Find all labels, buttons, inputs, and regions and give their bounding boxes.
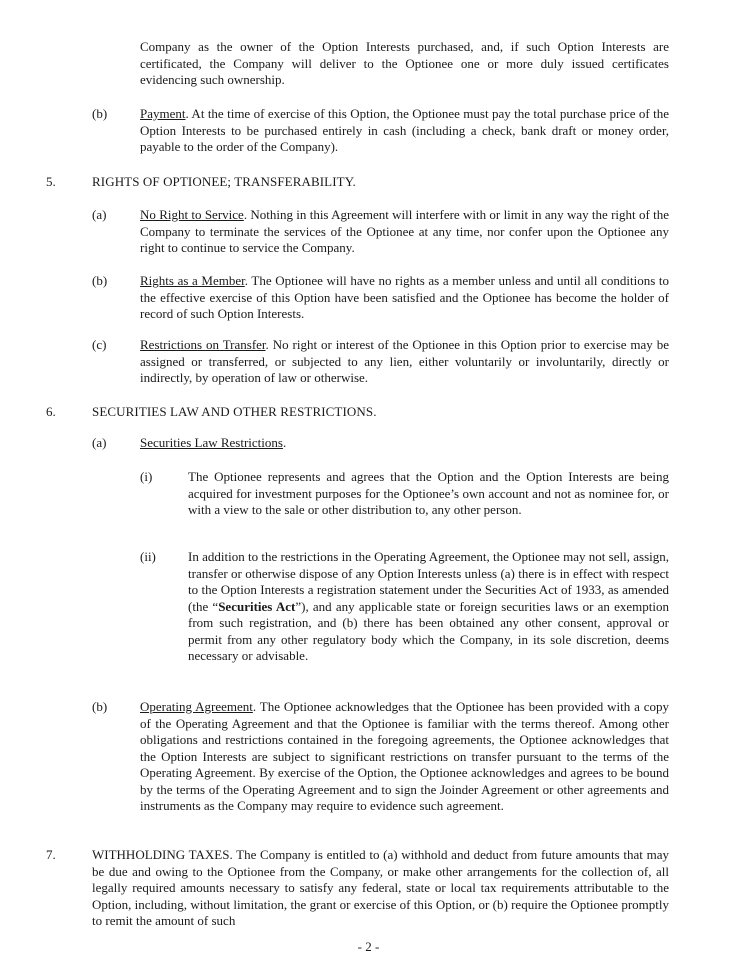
page-number: - 2 - [357,939,380,954]
section-title-6: SECURITIES LAW AND OTHER RESTRICTIONS. [92,404,377,419]
clause-heading: Payment [140,106,186,121]
clause-heading: Rights as a Member [140,273,245,288]
subclause-6a-i: The Optionee represents and agrees that the Option and the Option Interests are being acquired for investment purposes for the Optionee’s own account and not as nominee for, or with a view to the sale or other distribution to, any other person. [188,469,669,517]
section-title-5: RIGHTS OF OPTIONEE; TRANSFERABILITY. [92,174,356,189]
clause-heading: Restrictions on Transfer [140,337,266,352]
section-title-7: WITHHOLDING TAXES [92,847,230,862]
section-number-7: 7. [46,847,56,862]
clause-text: . The Optionee will have no rights as a member unless and until all conditions to the effective exercise of this Option have been satisfied and the Optionee has become the holder of record of such Option Interests. [140,273,669,321]
clause-5b-rights-as-member [140,273,669,323]
subclause-6a-ii [188,549,669,665]
clause-label-5a: (a) [92,207,107,222]
section-number-6: 6. [46,404,56,419]
subclause-text: In addition to the restrictions in the Operating Agreement, the Optionee may not sell, assign, transfer or otherwise dispose of any Option Interests unless (a) there is in effect with respect to the Option Interests a registration statement under the Securities Act of 1933, as amended (the “ [188,549,669,614]
section-number-5: 5. [46,174,56,189]
clause-label-5c: (c) [92,337,107,352]
clause-heading-period: . [282,435,287,450]
clause-5a-no-right-to-service [140,207,669,257]
clause-text: . At the time of exercise of this Option, the Optionee must pay the total purchase price of the Option Interests to be purchased entirely in cash (including a check, bank draft or money order, payable to the order of the Company). [140,106,669,154]
carryover-paragraph: Company as the owner of the Option Interests purchased, and, if such Option Interests are certificated, the Company will deliver to the Optionee one or more duly issued certificates evidencing such ownership. [140,39,669,87]
clause-label-4b: (b) [92,106,108,121]
clause-label-6b: (b) [92,699,108,714]
subclause-label-6a-i: (i) [140,469,153,484]
subclause-label-6a-ii: (ii) [140,549,156,564]
clause-heading: Operating Agreement [140,699,253,714]
clause-6b-operating-agreement [140,699,669,815]
clause-text: . Nothing in this Agreement will interfere with or limit in any way the right of the Company to terminate the services of the Optionee at any time, nor confer upon the Optionee any right to continue to service the Company. [140,207,669,255]
clause-label-6a: (a) [92,435,107,450]
clause-text: . The Optionee acknowledges that the Optionee has been provided with a copy of the Operating Agreement and that the Optionee is familiar with the terms thereof. Among other obligations and restrictions contained in the foregoing agreements, the Optionee acknowledges that the Option Interests are subject to significant restrictions on transfer pursuant to the terms of the Operating Agreement. By exercise of the Option, the Optionee acknowledges and agrees to be bound by the terms of the Operating Agreement and to sign the Joinder Agreement or other agreements and instruments as the Company may require to evidence such agreement. [140,699,670,813]
section-7-withholding-taxes [92,847,669,930]
section-text: . The Company is entitled to (a) withhold and deduct from future amounts that may be due and owing to the Optionee from the Company, or make other arrangements for the collection of, all legally required amounts necessary to satisfy any federal, state or local tax requirements attributable to the Option, including, without limitation, the grant or exercise of this Option, or (b) require the Optionee promptly to remit the amount of such [92,847,669,928]
clause-5c-restrictions-on-transfer [140,337,669,387]
clause-heading: Securities Law Restrictions [140,435,283,450]
defined-term-securities-act: Securities Act [218,598,296,614]
subclause-text-cont: ”), and any applicable state or foreign securities laws or an exemption from such registration, and (b) there has been obtained any other consent, approval or permit from any other regulatory body which the Company, in its sole discretion, deems necessary or advisable. [188,598,670,663]
clause-6a-securities-law-restrictions [140,435,669,452]
clause-4b-payment [140,106,669,156]
clause-text: . No right or interest of the Optionee in this Option prior to exercise may be assigned or transferred, or subjected to any lien, either voluntarily or involuntarily, directly or indirectly, by operation of law or otherwise. [140,337,669,385]
clause-heading: No Right to Service [140,207,244,222]
clause-label-5b: (b) [92,273,108,288]
